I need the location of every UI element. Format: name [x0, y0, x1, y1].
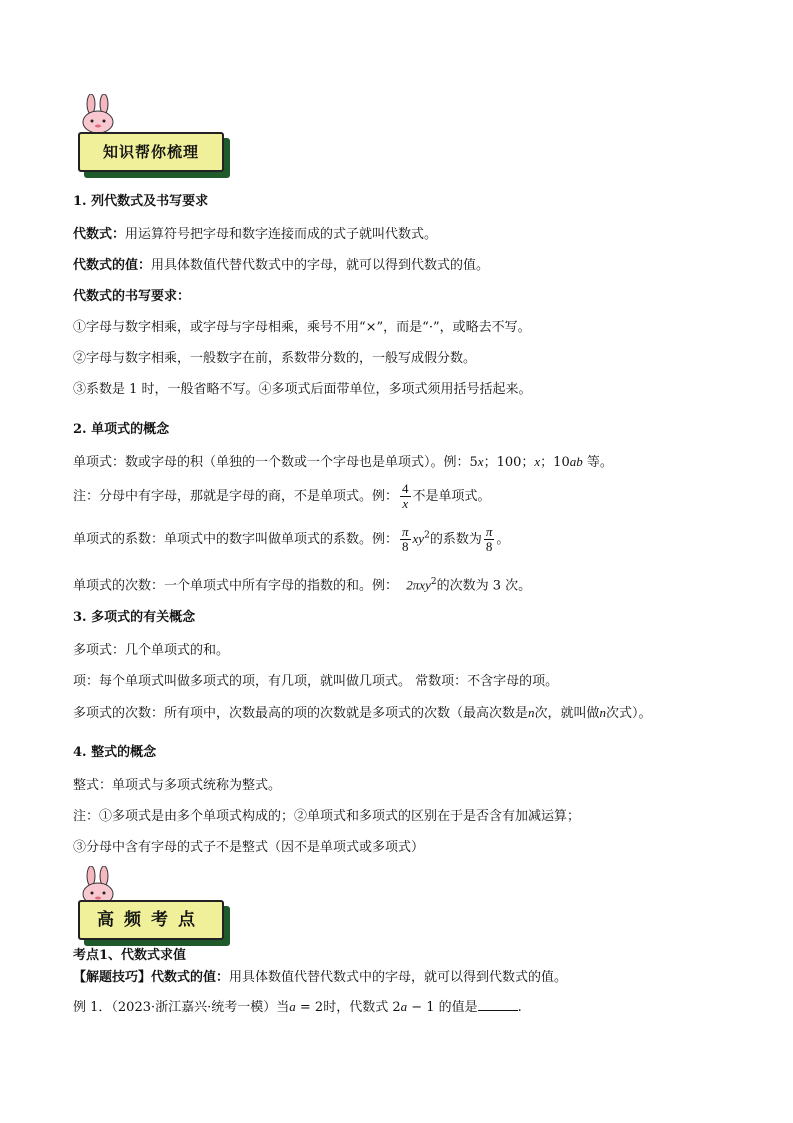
section-heading-3: 3. 多项式的有关概念: [73, 610, 196, 625]
solution-tip: 【解题技巧】代数式的值：用具体数值代替代数式中的字母，就可以得到代数式的值。: [73, 970, 568, 985]
paragraph-term: 项：每个单项式叫做多项式的项，有几项，就叫做几项式。 常数项：不含字母的项。: [73, 674, 559, 689]
answer-blank[interactable]: [478, 998, 518, 1011]
section-heading-1: 1. 列代数式及书写要求: [73, 194, 209, 209]
section-heading-2: 2. 单项式的概念: [73, 422, 170, 437]
paragraph-poly-degree: 多项式的次数：所有项中，次数最高的项的次数就是多项式的次数（最高次数是n次，就叫做n次式）。: [73, 705, 652, 721]
fraction-pi-over-8-result: $\frac{\pi}{8}$: [485, 524, 493, 554]
rule-item-1: ①字母与数字相乘，或字母与字母相乘，乘号不用“×”，而是“·”，或略去不写。: [73, 320, 531, 335]
paragraph-integral-expression: 整式：单项式与多项式统称为整式。: [73, 778, 282, 793]
banner-title: 知识帮你梳理: [102, 143, 199, 161]
section-banner-knowledge: [78, 132, 238, 187]
paragraph-value: 代数式的值：用具体数值代替代数式中的字母，就可以得到代数式的值。: [73, 258, 490, 273]
fraction-4-over-x: $\frac{4}{x}$: [402, 481, 409, 511]
example-question-1: 例 1．（2023·浙江嘉兴·统考一模）当a = 2时，代数式 2a − 1 的值是 .: [73, 999, 522, 1015]
key-point-heading: 考点1、代数式求值: [73, 948, 187, 963]
note-line-1: 注：①多项式是由多个单项式构成的；②单项式和多项式的区别在于是否含有加减运算；: [73, 809, 581, 824]
note-line-2: ③分母中含有字母的式子不是整式（因不是单项式或多项式）: [73, 840, 425, 855]
rule-item-2: ②字母与数字相乘，一般数字在前，系数带分数的，一般写成假分数。: [73, 351, 477, 366]
paragraph-degree: 单项式的次数：一个单项式中所有字母的指数的和。例： 2πxy$^2$的次数为 3 次。: [73, 577, 532, 594]
paragraph-definition: 代数式：用运算符号把字母和数字连接而成的式子就叫代数式。: [73, 227, 438, 242]
rule-item-3: ③系数是 1 时，一般省略不写。④多项式后面带单位，多项式须用括号括起来。: [73, 382, 532, 397]
paragraph-note-fraction: 注：分母中有字母，那就是字母的商，不是单项式。例： $\frac{4}{x}$ 不是单项式。: [73, 481, 491, 511]
paragraph-coefficient: 单项式的系数：单项式中的数字叫做单项式的系数。例： $\frac{\pi}{8}$ $xy^2$的系数为 $\frac{\pi}{8}$ 。: [73, 524, 510, 554]
bunny-mascot-icon: [80, 94, 116, 134]
banner-title: 高频考点: [97, 910, 205, 930]
fraction-pi-over-8: $\frac{\pi}{8}$: [402, 524, 409, 554]
paragraph-monomial: 单项式：数或字母的积（单独的一个数或一个字母也是单项式）。例：5x；100；x；10ab 等。: [73, 454, 613, 470]
paragraph-polynomial: 多项式：几个单项式的和。: [73, 643, 230, 658]
section-heading-4: 4. 整式的概念: [73, 745, 157, 760]
writing-rules-label: 代数式的书写要求：: [73, 289, 191, 304]
